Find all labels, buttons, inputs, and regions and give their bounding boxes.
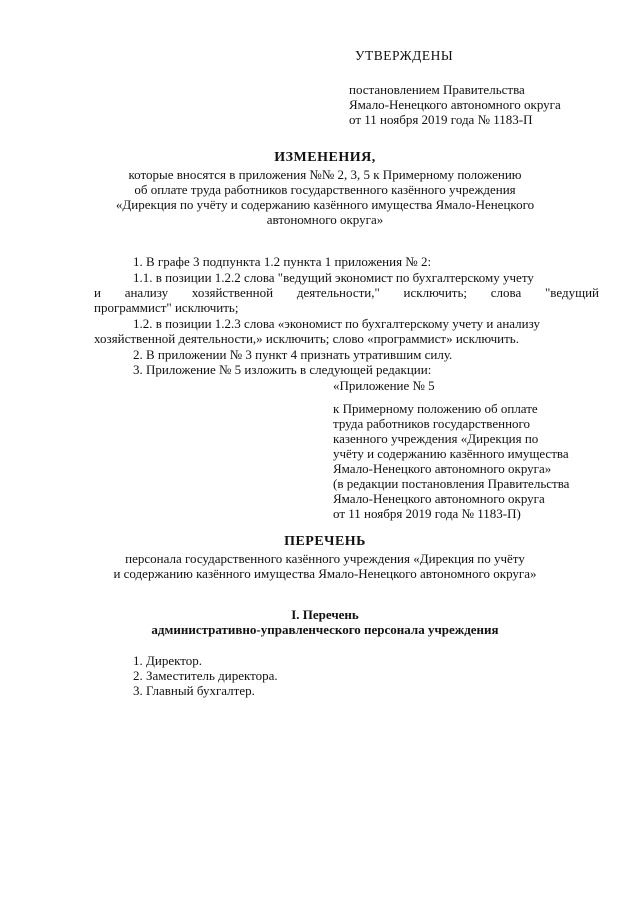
list-subtitle-line: персонала государственного казённого учреждения «Дирекция по учёту	[125, 551, 525, 566]
word: анализу	[124, 285, 169, 300]
approval-title: УТВЕРЖДЕНЫ	[355, 48, 454, 63]
appendix-line: (в редакции постановления Правительства	[333, 476, 570, 491]
approval-line: Ямало-Ненецкого автономного округа	[349, 97, 561, 112]
changes-subtitle-line: об оплате труда работников государственного казённого учреждения	[134, 182, 516, 197]
changes-subtitle-line: которые вносятся в приложения №№ 2, 3, 5 к Примерному положению	[128, 167, 522, 182]
approval-line: постановлением Правительства	[349, 82, 525, 97]
list-item: 2. Заместитель директора.	[133, 668, 278, 683]
list-subtitle-line: и содержанию казённого имущества Ямало-Ненецкого автономного округа»	[113, 566, 537, 581]
paragraph-1-1-end: программист" исключить;	[94, 300, 239, 315]
word: слова	[490, 285, 522, 300]
appendix-line: учёту и содержанию казённого имущества	[333, 446, 569, 461]
section-subtitle: административно-управленческого персонала учреждения	[151, 622, 499, 637]
changes-title: ИЗМЕНЕНИЯ,	[274, 150, 376, 165]
appendix-line: Ямало-Ненецкого автономного округа»	[333, 461, 552, 476]
paragraph-1-2-end: хозяйственной деятельности,» исключить; слово «программист» исключить.	[94, 331, 519, 346]
paragraph-1-1: 1.1. в позиции 1.2.2 слова "ведущий экономист по бухгалтерскому учету	[133, 270, 534, 285]
word: "ведущий	[544, 285, 599, 300]
word: исключить;	[403, 285, 468, 300]
paragraph-1: 1. В графе 3 подпункта 1.2 пункта 1 приложения № 2:	[133, 254, 432, 269]
word: и	[94, 285, 101, 300]
list-item: 3. Главный бухгалтер.	[133, 683, 255, 698]
changes-subtitle-line: автономного округа»	[266, 212, 384, 227]
list-item: 1. Директор.	[133, 653, 202, 668]
appendix-line: казенного учреждения «Дирекция по	[333, 431, 539, 446]
appendix-line: труда работников государственного	[333, 416, 531, 431]
paragraph-1-2: 1.2. в позиции 1.2.3 слова «экономист по бухгалтерскому учету и анализу	[133, 316, 540, 331]
list-title: ПЕРЕЧЕНЬ	[284, 534, 366, 549]
appendix-line: Ямало-Ненецкого автономного округа	[333, 491, 545, 506]
approval-line: от 11 ноября 2019 года № 1183-П	[349, 112, 533, 127]
changes-subtitle-line: «Дирекция по учёту и содержанию казённого имущества Ямало-Ненецкого	[115, 197, 535, 212]
paragraph-1-1-justified	[94, 285, 599, 300]
section-title: I. Перечень	[291, 607, 359, 622]
appendix-line: от 11 ноября 2019 года № 1183-П)	[333, 506, 521, 521]
paragraph-2: 2. В приложении № 3 пункт 4 признать утратившим силу.	[133, 347, 453, 362]
paragraph-3: 3. Приложение № 5 изложить в следующей редакции:	[133, 362, 432, 377]
appendix-title: «Приложение № 5	[333, 378, 435, 393]
word: деятельности,"	[296, 285, 380, 300]
word: хозяйственной	[191, 285, 274, 300]
appendix-line: к Примерному положению об оплате	[333, 401, 538, 416]
